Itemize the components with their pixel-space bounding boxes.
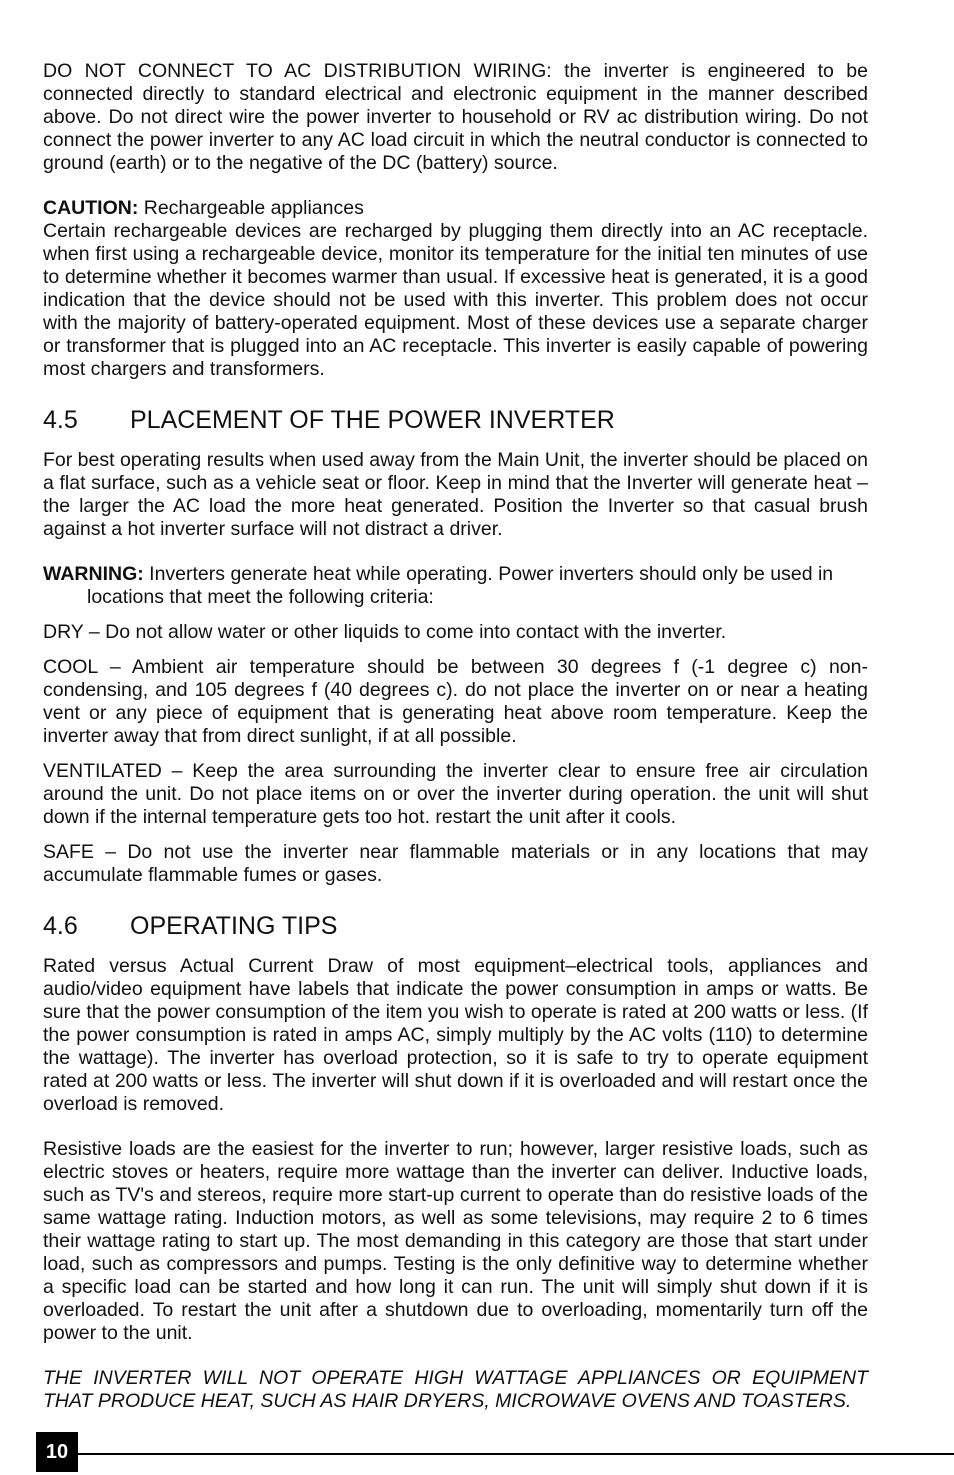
warning-paragraph: [43, 563, 868, 609]
cool-criterion: COOL – Ambient air temperature should be between 30 degrees f (-1 degree c) non-condensing, and 105 degrees f (40 degrees c). do not place the inverter on or near a heating vent or any piece of equipment that is generating heat above room temperature. Keep the inverter away that from direct sunlight, if at all possible.: [43, 656, 868, 747]
warning-line-2: locations that meet the following criteria:: [87, 586, 434, 608]
ventilated-criterion: VENTILATED – Keep the area surrounding the inverter clear to ensure free air circulation around the unit. Do not place items on or over the inverter during operation. the unit will shut down if the internal temperature gets too hot. restart the unit after it cools.: [43, 760, 868, 828]
section-4-6-number: 4.6: [43, 912, 78, 940]
caution-label: CAUTION:: [43, 197, 139, 219]
page-number: 10: [36, 1432, 78, 1472]
section-4-6-heading: [43, 911, 868, 941]
operating-tips-note: THE INVERTER WILL NOT OPERATE HIGH WATTAGE APPLIANCES OR EQUIPMENT THAT PRODUCE HEAT, SUCH AS HAIR DRYERS, MICROWAVE OVENS AND TOASTERS.: [43, 1367, 868, 1412]
caution-heading: [43, 197, 868, 220]
warning-label: WARNING:: [43, 563, 144, 585]
warning-line-1: Inverters generate heat while operating. Power inverters should only be used in: [143, 563, 834, 585]
section-4-6-title: OPERATING TIPS: [130, 912, 338, 940]
ac-wiring-paragraph: DO NOT CONNECT TO AC DISTRIBUTION WIRING: the inverter is engineered to be connected directly to standard electrical and electronic equipment in the manner described above. Do not direct wire the power inverter to household or RV ac distribution wiring. Do not connect the power inverter to any AC load circuit in which the neutral conductor is connected to ground (earth) or to the negative of the DC (battery) source.: [43, 60, 868, 174]
caution-paragraph: Certain rechargeable devices are recharged by plugging them directly into an AC receptacle. when first using a rechargeable device, monitor its temperature for the initial ten minutes of use to determine whether it becomes warmer than usual. If excessive heat is generated, it is a good indication that the device should not be used with this inverter. This problem does not occur with the majority of battery-operated equipment. Most of these devices use a separate charger or transformer that is plugged into an AC receptacle. This inverter is easily capable of powering most chargers and transformers.: [43, 220, 868, 380]
section-4-5-number: 4.5: [43, 406, 78, 434]
caution-title: Rechargeable appliances: [138, 197, 364, 219]
section-4-5-title: PLACEMENT OF THE POWER INVERTER: [130, 406, 615, 434]
operating-tips-paragraph-2: Resistive loads are the easiest for the inverter to run; however, larger resistive loads, such as electric stoves or heaters, require more wattage than the inverter can deliver. Inductive loads, such as TV's and stereos, require more start-up current to operate than do resistive loads of the same wattage rating. Induction motors, as well as some televisions, may require 2 to 6 times their wattage rating to start up. The most demanding in this category are those that start under load, such as compressors and pumps. Testing is the only definitive way to determine whether a specific load can be started and how long it can run. The unit will simply shut down if it is overloaded. To restart the unit after a shutdown due to overloading, momentarily turn off the power to the unit.: [43, 1138, 868, 1344]
safe-criterion: SAFE – Do not use the inverter near flammable materials or in any locations that may accumulate flammable fumes or gases.: [43, 841, 868, 886]
page-content: [43, 60, 868, 1413]
dry-criterion: DRY – Do not allow water or other liquids to come into contact with the inverter.: [43, 621, 727, 643]
operating-tips-paragraph-1: Rated versus Actual Current Draw of most equipment–electrical tools, appliances and audio/video equipment have labels that indicate the power consumption in amps or watts. Be sure that the power consumption of the item you wish to operate is rated at 200 watts or less. (If the power consumption is rated in amps AC, simply multiply by the AC volts (110) to determine the wattage). The inverter has overload protection, so it is safe to try to operate equipment rated at 200 watts or less. The inverter will shut down if it is overloaded and will restart once the overload is removed.: [43, 955, 868, 1115]
placement-paragraph: For best operating results when used away from the Main Unit, the inverter should be placed on a flat surface, such as a vehicle seat or floor. Keep in mind that the Inverter will generate heat – the larger the AC load the more heat generated. Position the Inverter so that casual brush against a hot inverter surface will not distract a driver.: [43, 449, 868, 540]
footer-rule: [43, 1453, 954, 1455]
section-4-5-heading: [43, 405, 868, 435]
